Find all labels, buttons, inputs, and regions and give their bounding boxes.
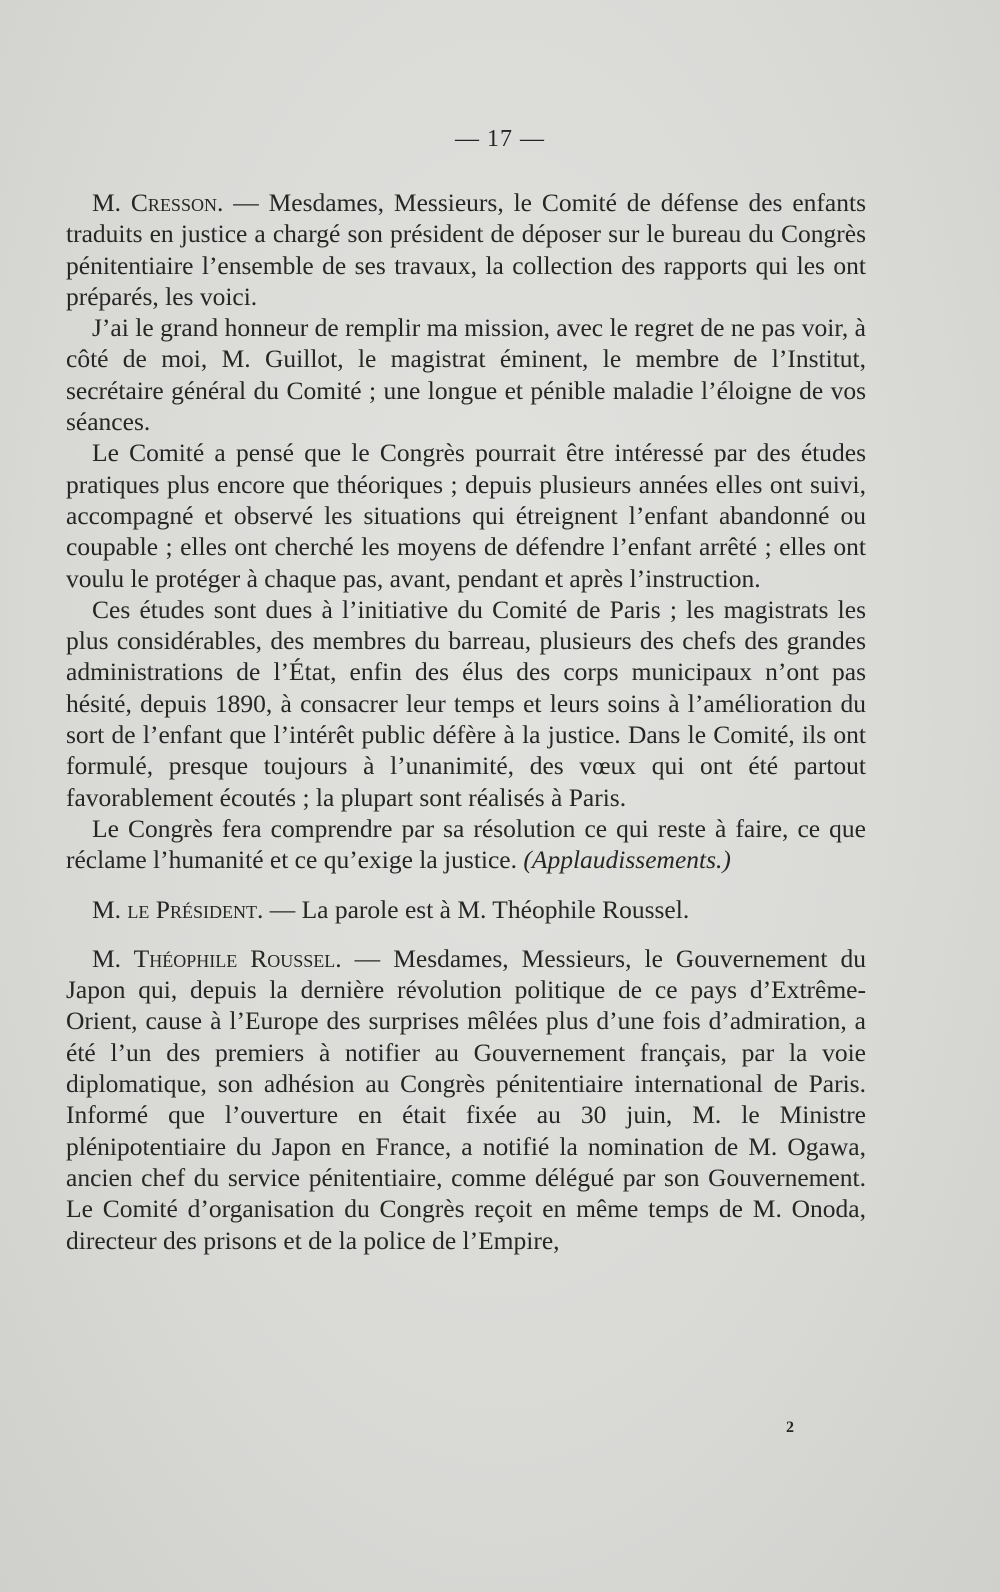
- paragraph-text: Ces études sont dues à l’initiative du Comité de Paris ; les magistrats les plus considérables, des membres du barreau, plusieurs des chefs des grandes administrations de l’État, enfin des élus des corps municipaux n’ont pas hésité, depuis 1890, à consacrer leur temps et leurs soins à l’amélioration du sort de l’enfant que l’intérêt public défère à la justice. Dans le Comité, ils ont formulé, presque toujours à l’unanimité, des vœux qui ont été partout favorablement écoutés ; la plupart sont réalisés à Paris.: [66, 594, 866, 812]
- paragraph-text: — Mesdames, Messieurs, le Gouvernement du Japon qui, depuis la dernière révolution politique de ce pays d’Extrême-Orient, cause à l’Europe des surprises mêlées plus d’une fois d’admiration, a été l’un des premiers à notifier au Gouvernement français, par la voie diplomatique, son adhésion au Congrès pénitentiaire international de Paris. Informé que l’ouverture en était fixée au 30 juin, M. le Ministre plénipotentiaire du Japon en France, a notifié la nomination de M. Ogawa, ancien chef du service pénitentiaire, comme délégué par son Gouvernement. Le Comité d’organisation du Congrès reçoit en même temps de M. Onoda, directeur des prisons et de la police de l’Empire,: [66, 943, 866, 1255]
- paragraph-text: J’ai le grand honneur de remplir ma mission, avec le regret de ne pas voir, à côté de moi, M. Guillot, le magistrat éminent, le membre de l’Institut, secrétaire général du Comité ; une longue et pénible maladie l’éloigne de vos séances.: [66, 313, 866, 437]
- page-number: — 17 —: [455, 126, 545, 152]
- speaker-name: M. le Président.: [92, 894, 264, 924]
- speaker-name: M. Théophile Roussel.: [92, 943, 342, 973]
- speaker-name: M. Cresson.: [92, 188, 224, 217]
- paragraph: [66, 594, 866, 813]
- paragraph: [66, 312, 866, 437]
- body-text: [66, 187, 866, 1256]
- signature-mark: 2: [786, 1419, 794, 1436]
- paragraph-text: Le Congrès fera comprendre par sa résolution ce qui reste à faire, ce que réclame l’humanité et ce qu’exige la justice.: [66, 813, 866, 875]
- paragraph-roussel: [66, 943, 866, 1256]
- applause-note: (Applaudissements.): [523, 845, 731, 875]
- paragraph-text: — La parole est à M. Théophile Roussel.: [263, 894, 690, 924]
- paragraph-cresson: [66, 187, 866, 312]
- paragraph: [66, 437, 866, 593]
- paragraph-text: Le Comité a pensé que le Congrès pourrait être intéressé par des études pratiques plus encore que théoriques ; depuis plusieurs années elles ont suivi, accompagné et observé les situations qui étreignent l’enfant abandonné ou coupable ; elles ont cherché les moyens de défendre l’enfant arrêté ; elles ont voulu le protéger à chaque pas, avant, pendant et après l’instruction.: [66, 438, 866, 593]
- paragraph-text: — Mesdames, Messieurs, le Comité de défense des enfants traduits en justice a chargé son président de déposer sur le bureau du Congrès pénitentiaire l’ensemble de ses travaux, la collection des rapports qui les ont préparés, les voici.: [66, 188, 866, 311]
- paragraph-president: [66, 894, 866, 925]
- paragraph: [66, 813, 866, 876]
